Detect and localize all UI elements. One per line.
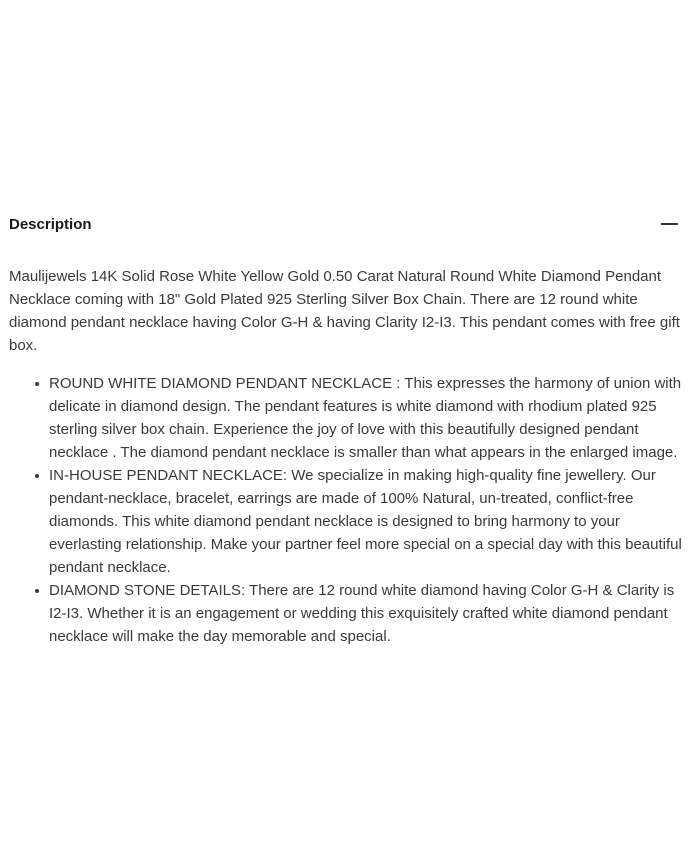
description-intro: Maulijewels 14K Solid Rose White Yellow Gold 0.50 Carat Natural Round White Diamond Pendant Necklace coming with 18" Gold Plated 925 Sterling Silver Box Chain. There are 12 round white diamond pendant necklace having Color G-H & having Clarity I2-I3. This pendant comes with free gift box. <box>9 268 680 354</box>
minus-icon[interactable] <box>661 223 678 225</box>
description-accordion <box>9 212 682 648</box>
feature-item-in-house: IN-HOUSE PENDANT NECKLACE: We specialize in making high-quality fine jewellery. Our pendant-necklace, bracelet, earrings are made of 100% Natural, un-treated, conflict-free diamonds. This white diamond pendant necklace is designed to bring harmony to your everlasting relationship. Make your partner feel more special on a special day with this beautiful pendant necklace. <box>49 464 689 579</box>
feature-item-stone-details: DIAMOND STONE DETAILS: There are 12 round white diamond having Color G-H & Clarity is I2-I3. Whether it is an engagement or wedding this exquisitely crafted white diamond pendant necklace will make the day memorable and special. <box>49 579 689 648</box>
feature-list <box>9 372 689 648</box>
description-content <box>9 265 689 648</box>
description-accordion-header[interactable] <box>9 212 682 236</box>
feature-item-round-white-diamond: ROUND WHITE DIAMOND PENDANT NECKLACE : This expresses the harmony of union with delicate in diamond design. The pendant features is white diamond with rhodium plated 925 sterling silver box chain. Experience the joy of love with this beautifully designed pendant necklace . The diamond pendant necklace is smaller than what appears in the enlarged image. <box>49 372 689 464</box>
description-title: Description <box>9 215 92 233</box>
